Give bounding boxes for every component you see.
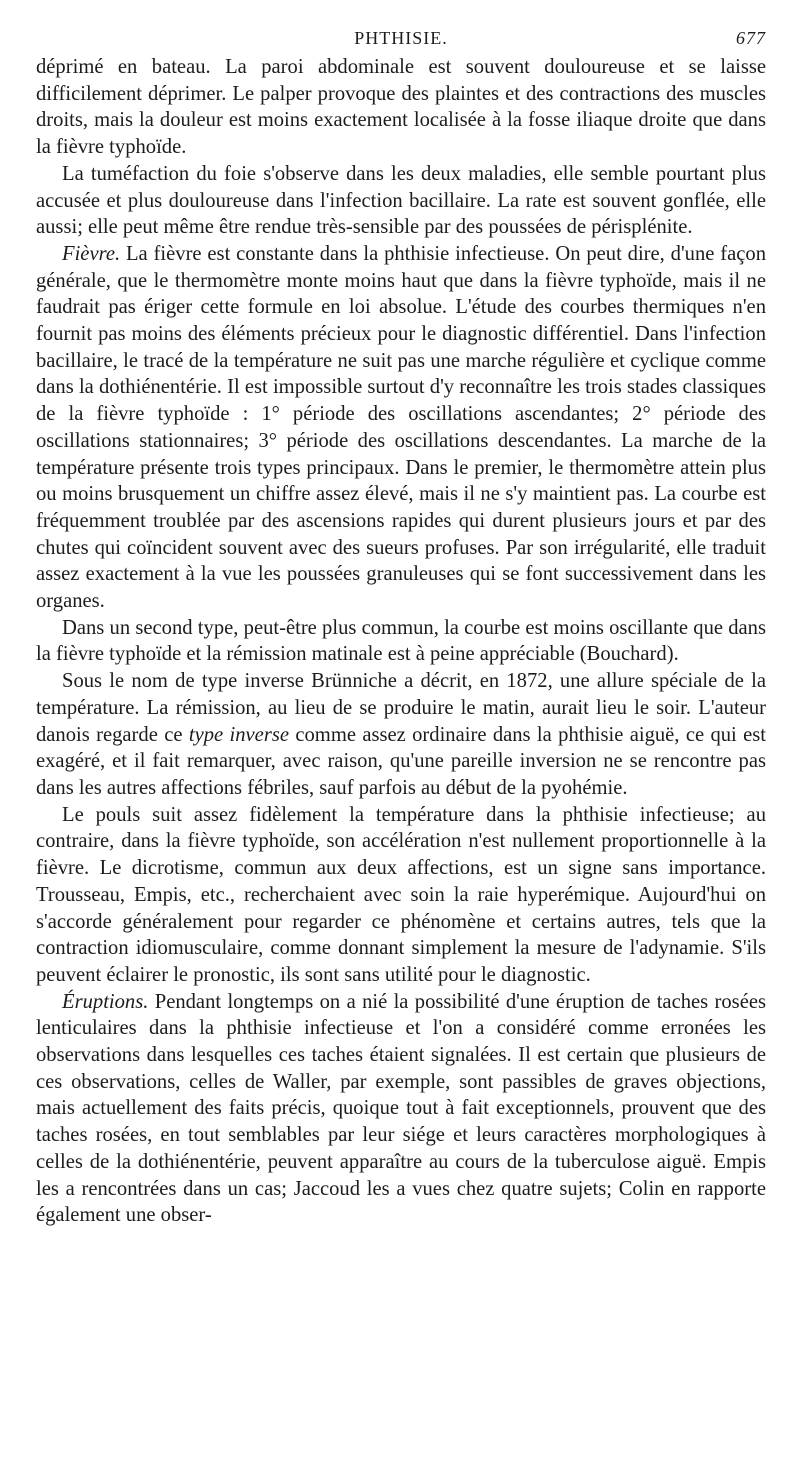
paragraph-text: Le pouls suit assez fidèlement la température dans la phthisie infectieuse; au contraire, dans la fièvre typhoïde, son accélération n'est nullement proportionnelle à la fièvre. Le dicrotisme, commun aux deux affections, est un signe sans importance. Trousseau, Empis, etc., recherchaient avec soin la raie hyperémique. Aujourd'hui on s'accorde généralement pour regarder ce phénomène et certains autres, tels que la contraction idiomusculaire, comme donnant simplement la mesure de l'adynamie. S'ils peuvent éclairer le pronostic, ils sont sans utilité pour le diagnostic. <box>36 803 766 986</box>
italic-term: type inverse <box>188 723 289 746</box>
paragraph-4 <box>36 615 766 668</box>
paragraph-7 <box>36 989 766 1229</box>
paragraph-text: La fièvre est constante dans la phthisie infectieuse. On peut dire, d'une façon générale, que le thermomètre monte moins haut que dans la fièvre typhoïde, mais il ne faudrait pas ériger cette formule en loi absolue. L'étude des courbes thermiques n'en fournit pas moins des éléments précieux pour le diagnostic différentiel. Dans l'infection bacillaire, le tracé de la température ne suit pas une marche régulière et cyclique comme dans la dothiénentérie. Il est impossible surtout d'y reconnaître les trois stades classiques de la fièvre typhoïde : 1° période des oscillations ascendantes; 2° période des oscillations stationnaires; 3° période des oscillations descendantes. La marche de la température présente trois types principaux. Dans le premier, le thermomètre attein plus ou moins brusquement un chiffre assez élevé, mais il ne s'y maintient pas. La courbe est fréquemment troublée par des ascensions rapides qui durent plusieurs jours et par des chutes qui coïncident souvent avec des sueurs profuses. Par son irrégularité, elle traduit assez exactement à la vue les poussées granuleuses qui se font successivement dans les organes. <box>36 242 766 613</box>
paragraph-2 <box>36 161 766 241</box>
paragraph-3 <box>36 241 766 615</box>
paragraph-text: Pendant longtemps on a nié la possibilité d'une éruption de taches rosées lenticulaires dans la phthisie infectieuse et l'on a considéré comme erronées les observations dans lesquelles ces taches étaient signalées. Il est certain que plusieurs de ces observations, celles de Waller, par exemple, sont passibles de graves objections, mais actuellement des faits précis, quoique tout à fait exceptionnels, prouvent que des taches rosées, en tout semblables par leur siége et leurs caractères morphologiques à celles de la dothiénentérie, peuvent apparaître au cours de la tuberculose aiguë. Empis les a rencontrées dans un cas; Jaccoud les a vues chez quatre sujets; Colin en rapporte également une obser- <box>36 990 766 1227</box>
paragraph-text: La tuméfaction du foie s'observe dans les deux maladies, elle semble pourtant plus accusée et plus douloureuse dans l'infection bacillaire. La rate est souvent gonflée, elle aussi; elle peut même être rendue très-sensible par des poussées de périsplénite. <box>36 162 766 239</box>
paragraph-text: comme assez ordinaire dans la phthisie aiguë, ce qui est exagéré, et il fait remarquer, avec raison, qu'une pareille inversion ne se rencontre pas dans les autres affections fébriles, sauf parfois au début de la pyohémie. <box>36 723 767 799</box>
paragraph-5 <box>36 668 766 802</box>
paragraph-1 <box>36 54 766 161</box>
book-page <box>36 28 766 1229</box>
running-title: PHTHISIE. <box>354 28 448 48</box>
section-lead-eruptions: Éruptions. <box>62 990 149 1013</box>
paragraph-text: Sous le nom de type inverse Brünniche a décrit, en 1872, une allure spéciale de la température. La rémission, au lieu de se produire le matin, aurait lieu le soir. L'auteur danois regarde ce <box>36 670 766 746</box>
running-head <box>36 28 766 54</box>
body-text <box>36 54 766 1229</box>
paragraph-text: déprimé en bateau. La paroi abdominale est souvent douloureuse et se laisse difficilement déprimer. Le palper provoque des plaintes et des contractions des muscles droits, mais la douleur est moins exactement localisée à la fosse iliaque droite que dans la fièvre typhoïde. <box>36 56 766 159</box>
paragraph-text: Dans un second type, peut-être plus commun, la courbe est moins oscillante que dans la fièvre typhoïde et la rémission matinale est à peine appréciable (Bouchard). <box>36 616 766 666</box>
section-lead-fievre: Fièvre. <box>62 242 121 265</box>
page-number: 677 <box>736 28 766 48</box>
paragraph-6 <box>36 802 766 989</box>
